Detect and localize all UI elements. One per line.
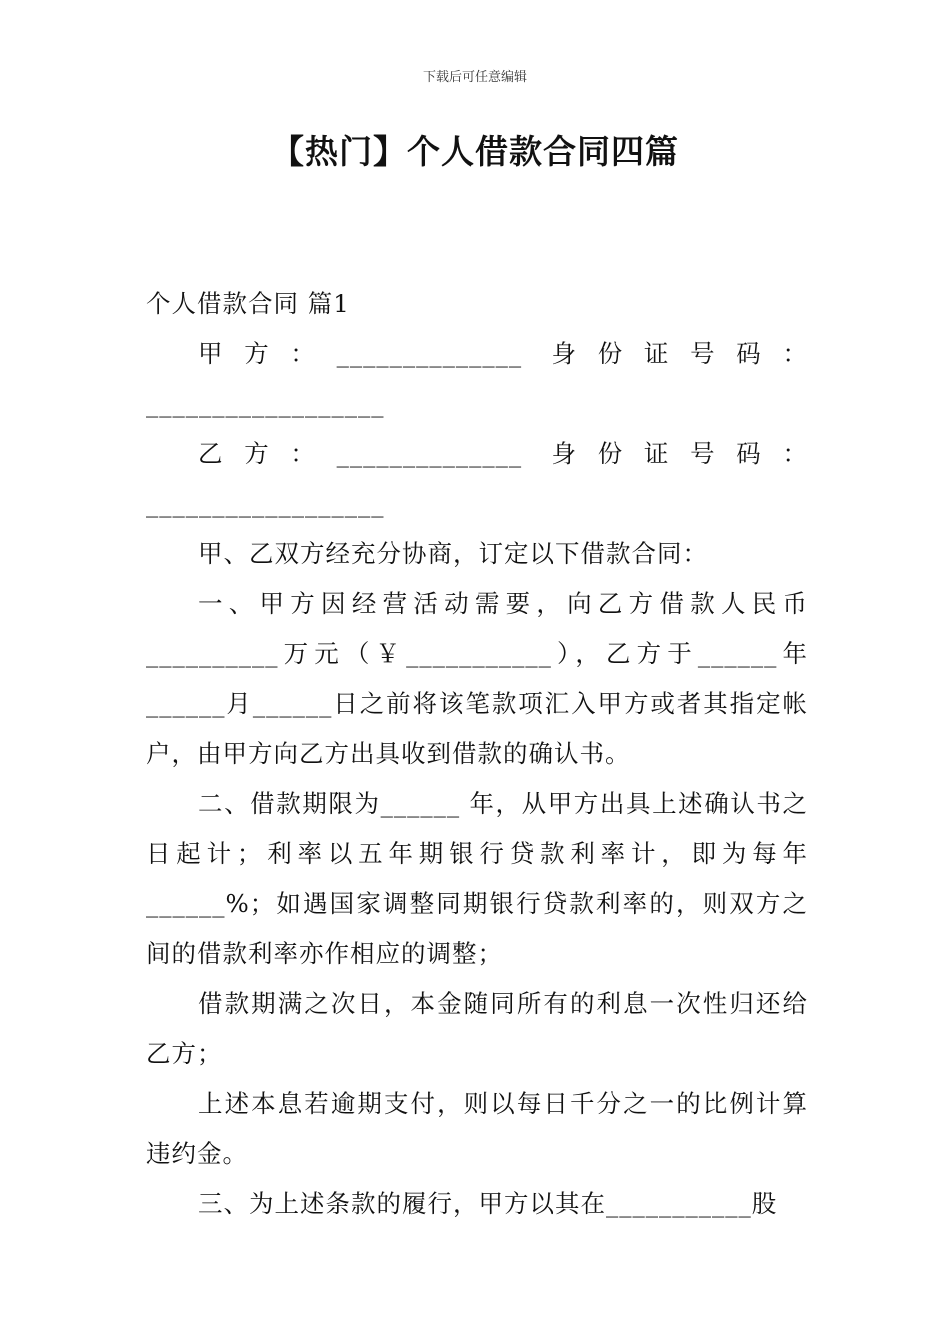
document-body xyxy=(146,279,808,1229)
clause-three: 三、为上述条款的履行，甲方以其在___________股 xyxy=(198,1189,778,1218)
document-title: 【热门】个人借款合同四篇 xyxy=(271,132,679,171)
clause-one: 一、甲方因经营活动需要，向乙方借款人民币__________万元（￥___________），乙方于______年______月______日之前将该笔款项汇入甲方或者其指定帐户，由甲方向乙方出具收到借款的确认书。 xyxy=(146,589,808,768)
party-a-line: 甲方：______________ 身份证号码：__________________ xyxy=(146,339,808,418)
clause-two: 二、借款期限为______ 年，从甲方出具上述确认书之日起计；利率以五年期银行贷款利率计，即为每年______%；如遇国家调整同期银行贷款利率的，则双方之间的借款利率亦作相应的调整； xyxy=(146,789,808,968)
header-note: 下载后可任意编辑 xyxy=(422,70,527,85)
agreement-intro: 甲、乙双方经充分协商，订定以下借款合同： xyxy=(198,539,708,568)
section-heading: 个人借款合同 篇1 xyxy=(146,289,350,318)
repayment-clause: 借款期满之次日，本金随同所有的利息一次性归还给乙方； xyxy=(146,989,808,1068)
party-b-line: 乙方：______________ 身份证号码：__________________ xyxy=(146,439,808,518)
penalty-clause: 上述本息若逾期支付，则以每日千分之一的比例计算违约金。 xyxy=(146,1089,808,1168)
